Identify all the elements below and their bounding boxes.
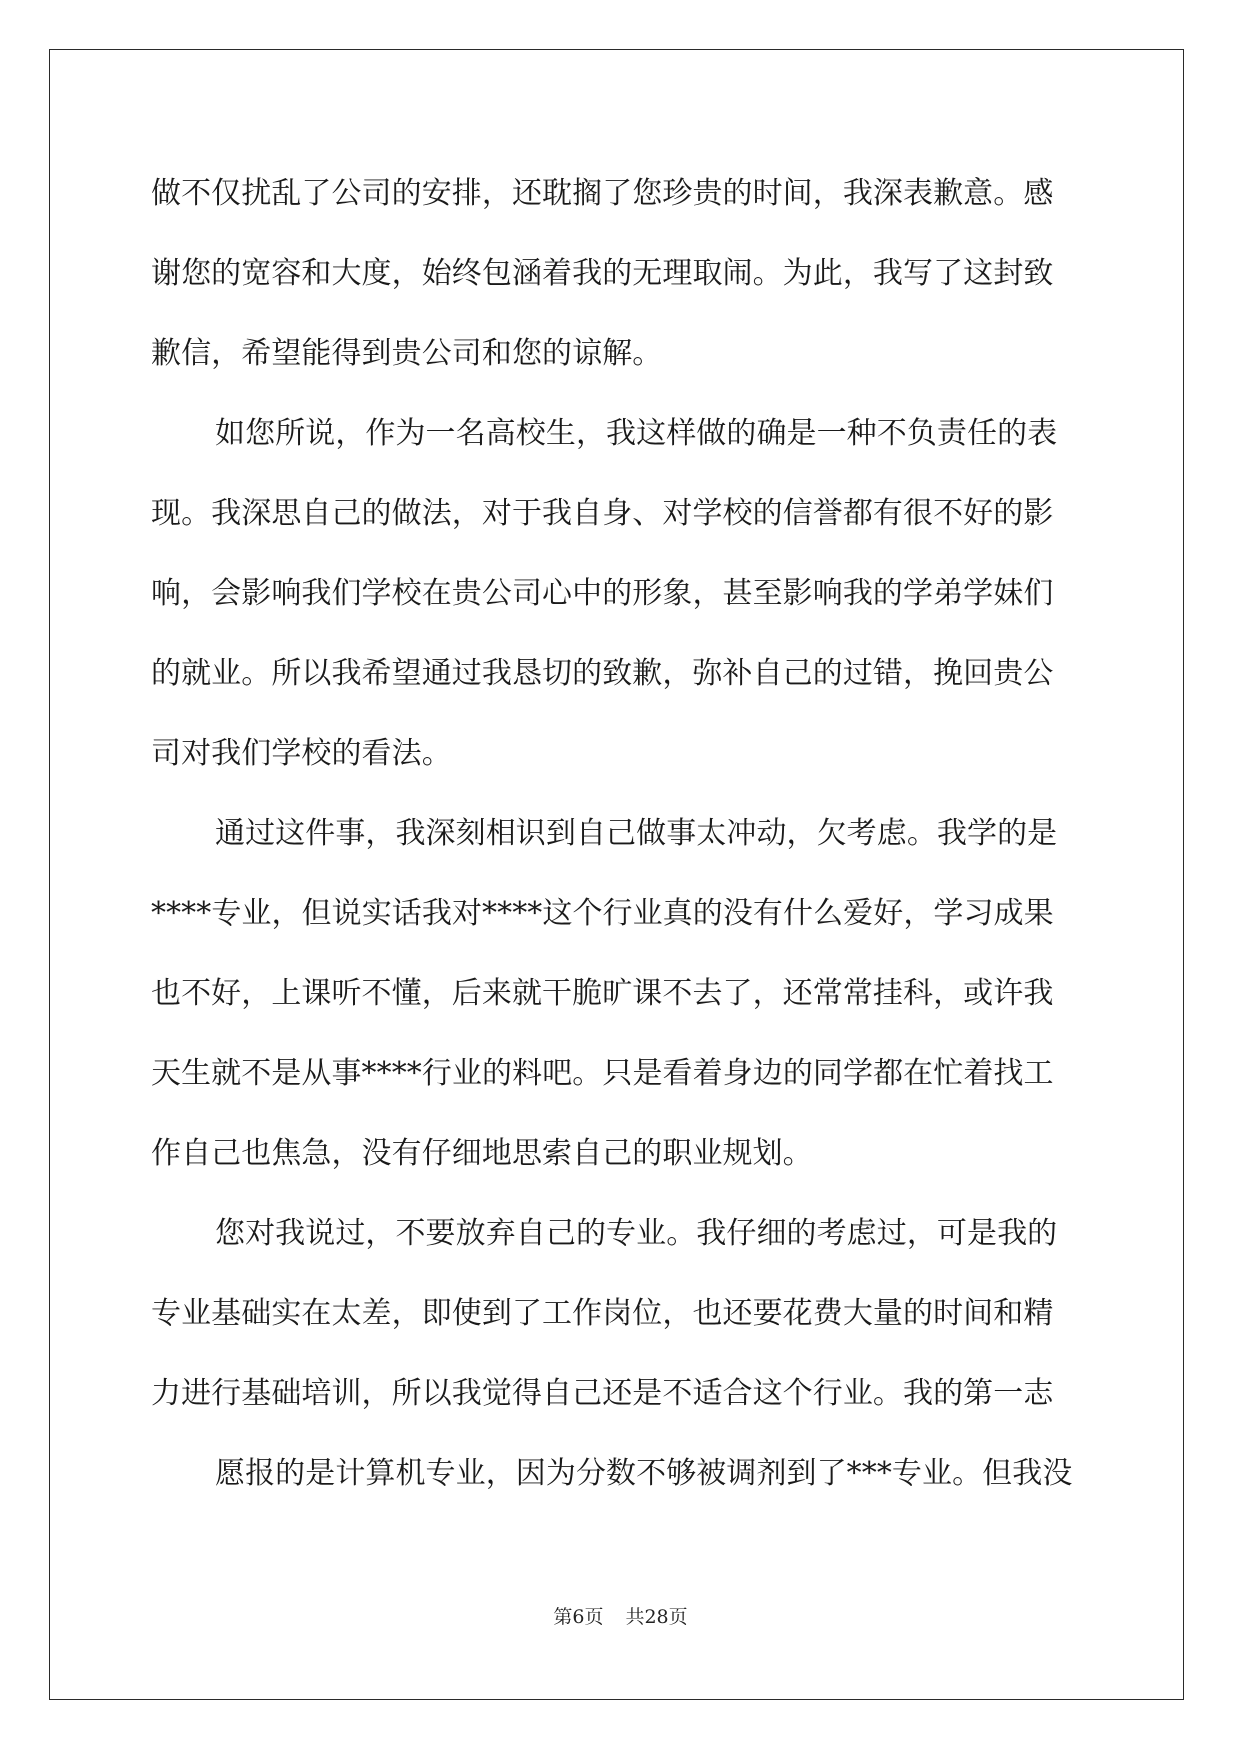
page-total: 共28页 [625,1606,688,1628]
text-line: 的就业。所以我希望通过我恳切的致歉，弥补自己的过错，挽回贵公 [151,656,1054,691]
text-line: 做不仅扰乱了公司的安排，还耽搁了您珍贵的时间，我深表歉意。感 [151,176,1054,211]
text-line: 现。我深思自己的做法，对于我自身、对学校的信誉都有很不好的影 [151,496,1054,531]
text-line: 作自己也焦急，没有仔细地思索自己的职业规划。 [151,1136,813,1171]
page-footer [0,1602,1241,1629]
text-line: 您对我说过，不要放弃自己的专业。我仔细的考虑过，可是我的 [215,1216,1058,1251]
text-line: 谢您的宽容和大度，始终包涵着我的无理取闹。为此，我写了这封致 [151,256,1054,291]
text-line: 愿报的是计算机专业，因为分数不够被调剂到了***专业。但我没 [215,1456,1073,1491]
text-line: 天生就不是从事****行业的料吧。只是看着身边的同学都在忙着找工 [151,1056,1054,1091]
page-number: 第6页 [553,1606,604,1628]
text-line: ****专业，但说实话我对****这个行业真的没有什么爱好，学习成果 [151,896,1054,931]
text-line: 歉信，希望能得到贵公司和您的谅解。 [151,336,663,371]
text-line: 响，会影响我们学校在贵公司心中的形象，甚至影响我的学弟学妹们 [151,576,1054,611]
text-line: 司对我们学校的看法。 [151,736,452,771]
text-line: 如您所说，作为一名高校生，我这样做的确是一种不负责任的表 [215,416,1058,451]
body-text [151,154,1091,1514]
text-line: 通过这件事，我深刻相识到自己做事太冲动，欠考虑。我学的是 [215,816,1058,851]
text-line: 也不好，上课听不懂，后来就干脆旷课不去了，还常常挂科，或许我 [151,976,1054,1011]
text-line: 专业基础实在太差，即使到了工作岗位，也还要花费大量的时间和精 [151,1296,1054,1331]
text-line: 力进行基础培训，所以我觉得自己还是不适合这个行业。我的第一志 [151,1376,1054,1411]
